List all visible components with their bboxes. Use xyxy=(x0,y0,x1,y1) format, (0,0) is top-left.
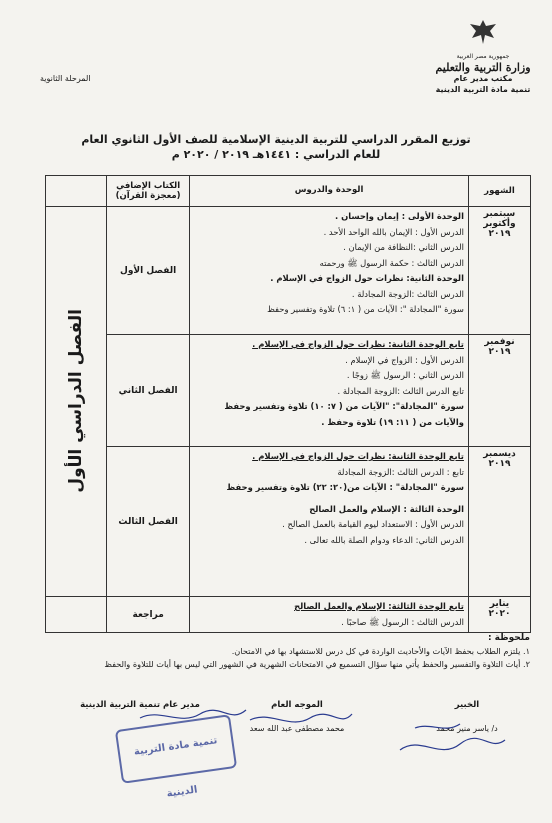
unit-title: تابع الوحدة الثانية: نظرات حول الزواج في الإسلام . xyxy=(252,339,464,349)
notes-section xyxy=(20,632,530,671)
lesson-line: الدرس الثاني : الرسول ﷺ زوجًا . xyxy=(346,370,464,380)
table-row xyxy=(46,335,531,447)
unit-title: الوحدة الأولى : إيمان وإحسان . xyxy=(334,211,464,221)
lesson-line: الدرس الأول : الزواج في الإسلام . xyxy=(345,354,464,365)
handwritten-signatures xyxy=(0,700,552,781)
notes-heading: ملحوظة : xyxy=(487,633,530,643)
lesson-line: سورة "المجادلة ": الآيات من ( ١: ٦) تلاوة وتفسير وحفظ xyxy=(267,304,464,314)
lesson-line: الدرس الثالث : الرسول ﷺ صاحبًا . xyxy=(341,616,464,627)
month-cell xyxy=(468,207,530,335)
lesson-line: تابع : الدرس الثالث :الزوجة المجادلة xyxy=(337,466,464,477)
month-name: سبتمبر xyxy=(483,209,516,219)
month-name: ديسمبر xyxy=(483,449,516,459)
supervisor-name: محمد مصطفى عبد الله سعد xyxy=(249,724,345,733)
header-month: الشهور xyxy=(468,176,530,207)
ministry-line2: وزارة التربية والتعليم xyxy=(435,61,531,74)
director-title: مدير عام تنمية التربية الدينية xyxy=(80,700,200,710)
lesson-line: الدرس الثالث :الزوجة المجادلة . xyxy=(351,288,464,299)
lessons-cell xyxy=(190,207,469,335)
document-title xyxy=(60,132,492,162)
expert-name: د/ ياسر منير محمد xyxy=(436,724,498,733)
month-year: ٢٠١٩ xyxy=(488,459,511,469)
eagle-emblem-icon xyxy=(466,18,500,46)
note-item: ٢. أيات التلاوة والتفسير والحفظ يأتي منها سؤال التسميع في الامتحانات الشهرية في الشهور التي ليس بها أيات للتلاوة والحفظ xyxy=(104,659,530,669)
chapter-cell: الفصل الثالث xyxy=(107,447,190,597)
supervisor-title: الموجه العام xyxy=(271,700,323,710)
term-label: الفصل الدراسي الأول xyxy=(66,308,87,493)
month-cell xyxy=(468,447,530,597)
month-name: يناير xyxy=(489,599,510,609)
lesson-line: الدرس الأول : الإيمان بالله الواحد الأحد . xyxy=(323,226,464,237)
header-chapter xyxy=(107,176,190,207)
term-cell-empty xyxy=(46,597,107,633)
header-term-empty xyxy=(46,176,107,207)
lesson-line: سورة "المجادلة" : الآيات من(٢٠: ٢٢) تلاوة وتفسير وحفظ xyxy=(226,482,464,492)
table-row xyxy=(46,447,531,597)
chapter-cell: مراجعة xyxy=(107,597,190,633)
chapter-cell: الفصل الأول xyxy=(107,207,190,335)
lesson-line: الدرس الثاني :النظافة من الإيمان . xyxy=(343,242,464,252)
lesson-line: الدرس الأول : الاستعداد ليوم القيامة بالعمل الصالح . xyxy=(282,519,464,529)
ministry-line1: جمهورية مصر العربية xyxy=(456,53,510,60)
month-name-2: وأكتوبر xyxy=(483,219,516,229)
title-line2: للعام الدراسي : ١٤٤١هـ ٢٠١٩ / ٢٠٢٠ م xyxy=(171,148,381,161)
department-line: تنمية مادة التربية الدينية xyxy=(435,85,531,94)
stage-label: المرحلة الثانوية xyxy=(40,74,91,83)
header-lessons: الوحدة والدروس xyxy=(190,176,469,207)
month-name: نوفمبر xyxy=(484,337,515,347)
unit-title: تابع الوحدة الثالثة: الإسلام والعمل الصالح xyxy=(294,601,464,611)
table-header-row xyxy=(46,176,531,207)
lesson-line: سورة "المجادلة": "الآيات من ( ٧: ١٠) تلاوة وتفسير وحفظ xyxy=(224,401,464,411)
table-row xyxy=(46,207,531,335)
month-cell xyxy=(468,597,530,633)
chapter-cell: الفصل الثاني xyxy=(107,335,190,447)
lessons-cell xyxy=(190,447,469,597)
stamp-text: تنمية مادة التربية الدينية xyxy=(133,735,219,800)
month-year: ٢٠١٩ xyxy=(488,229,511,239)
unit-title: الوحدة الثالثة : الإسلام والعمل الصالح xyxy=(309,503,464,514)
table-row xyxy=(46,597,531,633)
unit-title: الوحدة الثانية: نظرات حول الزواج في الإسلام . xyxy=(270,273,464,283)
lesson-line: الدرس الثالث : حكمة الرسول ﷺ ورحمته xyxy=(319,257,464,268)
lesson-line: الدرس الثاني: الدعاء ودوام الصلة بالله تعالى . xyxy=(304,534,464,545)
header-chapter-line1: الكتاب الإضافي xyxy=(116,181,181,191)
note-item: ١. يلتزم الطلاب بحفظ الآيات والأحاديث الواردة في كل درس للاستشهاد بها في الامتحان. xyxy=(231,646,530,656)
term-cell xyxy=(46,207,107,597)
ministry-header xyxy=(428,18,538,95)
lessons-cell xyxy=(190,335,469,447)
expert-title: الخبير xyxy=(454,700,480,710)
month-cell xyxy=(468,335,530,447)
office-line: مكتب مدير عام xyxy=(453,74,513,83)
title-line1: توزيع المقرر الدراسي للتربية الدينية الإسلامية للصف الأول الثانوي العام xyxy=(81,133,471,146)
month-year: ٢٠١٩ xyxy=(488,347,511,357)
lesson-line: تابع الدرس الثالث :الزوجة المجادلة . xyxy=(337,385,464,396)
curriculum-table xyxy=(45,175,531,633)
unit-title: تابع الوحدة الثانية: نظرات حول الزواج في الإسلام . xyxy=(252,451,464,461)
lessons-cell xyxy=(190,597,469,633)
lesson-line: والآيات من ( ١١: ١٩) تلاوة وحفظ . xyxy=(321,416,464,427)
header-chapter-line2: (معجزة القرآن) xyxy=(115,191,181,201)
month-year: ٢٠٢٠ xyxy=(488,609,511,619)
